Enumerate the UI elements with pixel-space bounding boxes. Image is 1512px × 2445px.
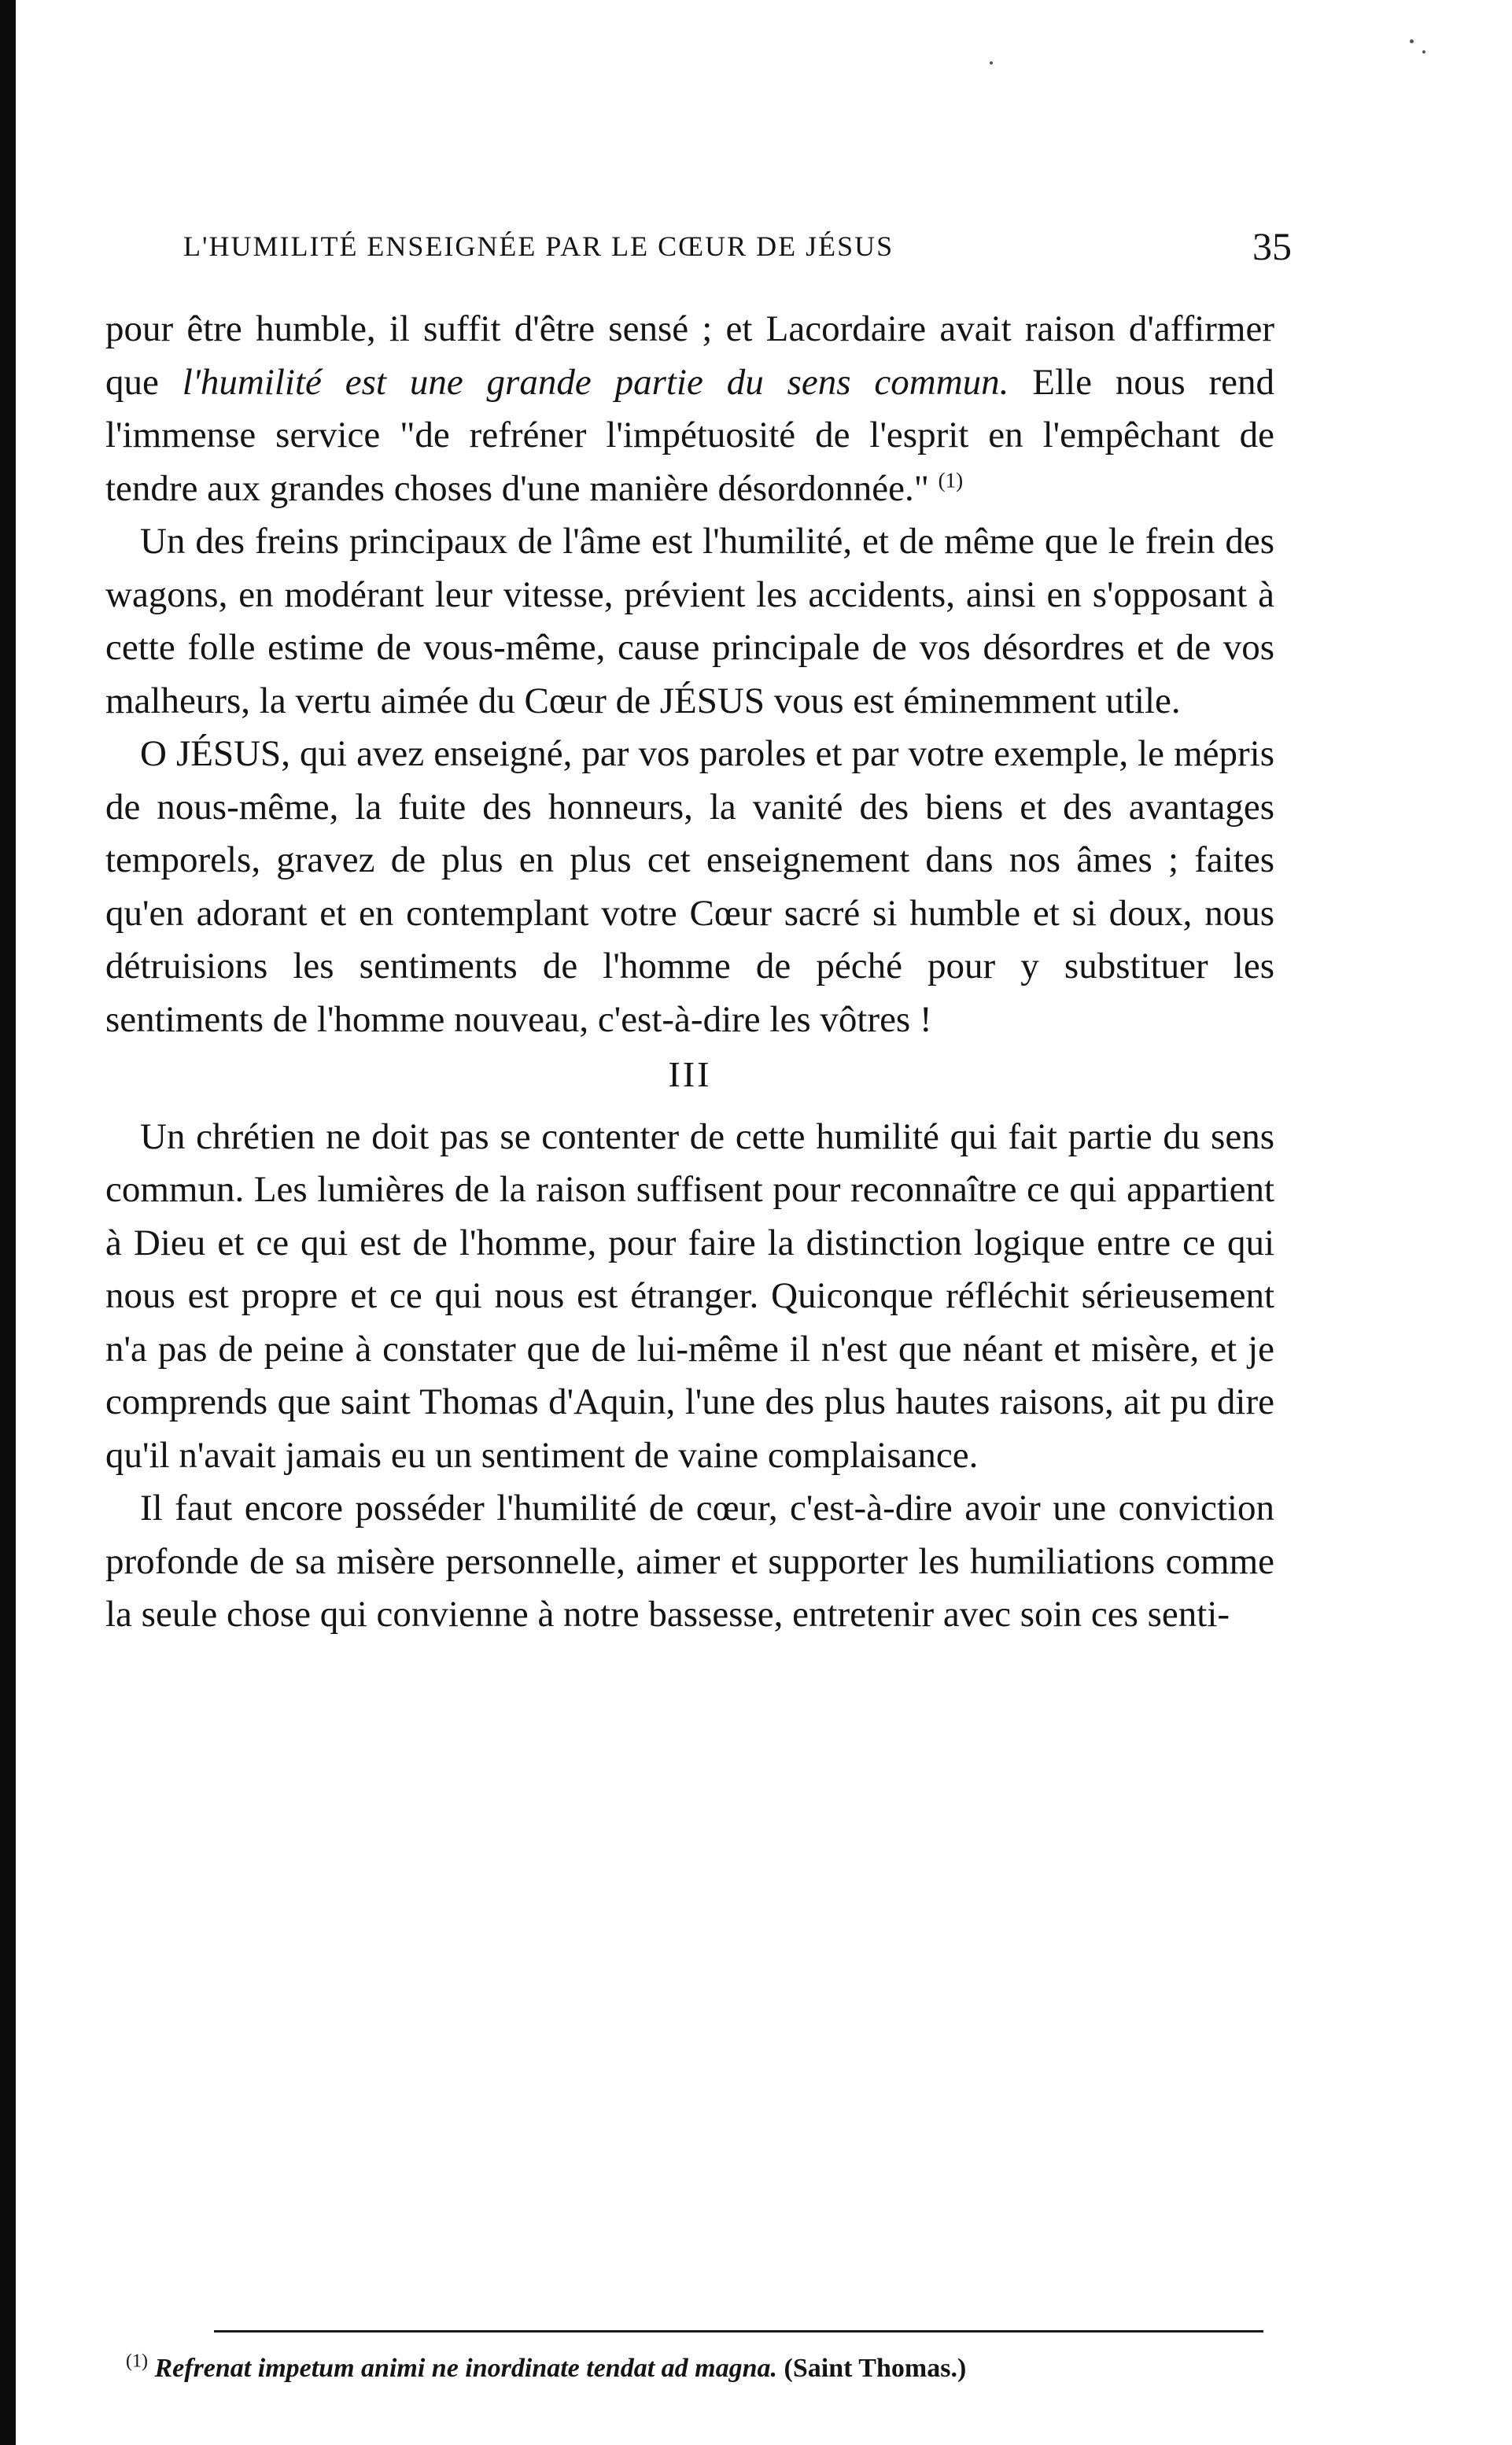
paragraph-1-text-end: Elle nous rend l'immense service "de refréner l'impétuosité de l'esprit en l'empêchant de tendre aux grandes choses d'une manière désordonnée." <box>105 361 1274 509</box>
scan-speck <box>1422 50 1425 53</box>
page-number: 35 <box>1252 224 1292 268</box>
footnote <box>126 2351 1274 2384</box>
scan-speck <box>1410 39 1414 43</box>
footnote-divider <box>214 2330 1263 2333</box>
scan-speck <box>990 61 993 65</box>
running-head: L'HUMILITÉ ENSEIGNÉE PAR LE CŒUR DE JÉSUS <box>183 230 894 262</box>
paragraph-1 <box>105 303 1274 515</box>
paragraph-1-text-start: pour être humble, il suffit d'être sensé ; et Lacordaire avait raison d'affirmer que <box>105 308 1274 403</box>
section-heading: III <box>668 1054 712 1094</box>
page-binding-edge <box>0 0 16 2445</box>
paragraph-4: Un chrétien ne doit pas se contenter de cette humilité qui fait partie du sens commun. Les lumières de la raison suffisent pour reconnaître ce qui appartient à Dieu et ce qui est de l'homme, pour faire la distinction logique entre ce qui nous est propre et ce qui nous est étranger. Quiconque réfléchit sérieusement n'a pas de peine à constater que de lui-même il n'est que néant et misère, et je comprends que saint Thomas d'Aquin, l'une des plus hautes raisons, ait pu dire qu'il n'avait jamais eu un sentiment de vaine complaisance. <box>105 1116 1274 1476</box>
paragraph-1-italic-quote: l'humilité est une grande partie du sens commun. <box>182 361 1009 403</box>
page-header <box>132 223 1292 278</box>
footnote-reference[interactable]: (1) <box>938 467 964 492</box>
paragraph-2: Un des freins principaux de l'âme est l'humilité, et de même que le frein des wagons, en modérant leur vitesse, prévient les accidents, ainsi en s'opposant à cette folle estime de vous-même, cause principale de vos désordres et de vos malheurs, la vertu aimée du Cœur de JÉSUS vous est éminemment utile. <box>105 521 1274 721</box>
paragraph-5: Il faut encore posséder l'humilité de cœur, c'est-à-dire avoir une conviction profonde de sa misère personnelle, aimer et supporter les humiliations comme la seule chose qui convienne à notre bassesse, entretenir avec soin ces senti- <box>105 1488 1274 1635</box>
footnote-latin-text: Refrenat impetum animi ne inordinate tendat ad magna. <box>154 2354 778 2383</box>
footnote-source: (Saint Thomas.) <box>784 2354 967 2383</box>
page-body <box>105 303 1274 1642</box>
paragraph-3: O JÉSUS, qui avez enseigné, par vos paroles et par votre exemple, le mépris de nous-même, la fuite des honneurs, la vanité des biens et des avantages temporels, gravez de plus en plus cet enseignement dans nos âmes ; faites qu'en adorant et en contemplant votre Cœur sacré si humble et si doux, nous détruisions les sentiments de l'homme de péché pour y substituer les sentiments de l'homme nouveau, c'est-à-dire les vôtres ! <box>105 733 1274 1040</box>
footnote-mark: (1) <box>126 2351 148 2372</box>
